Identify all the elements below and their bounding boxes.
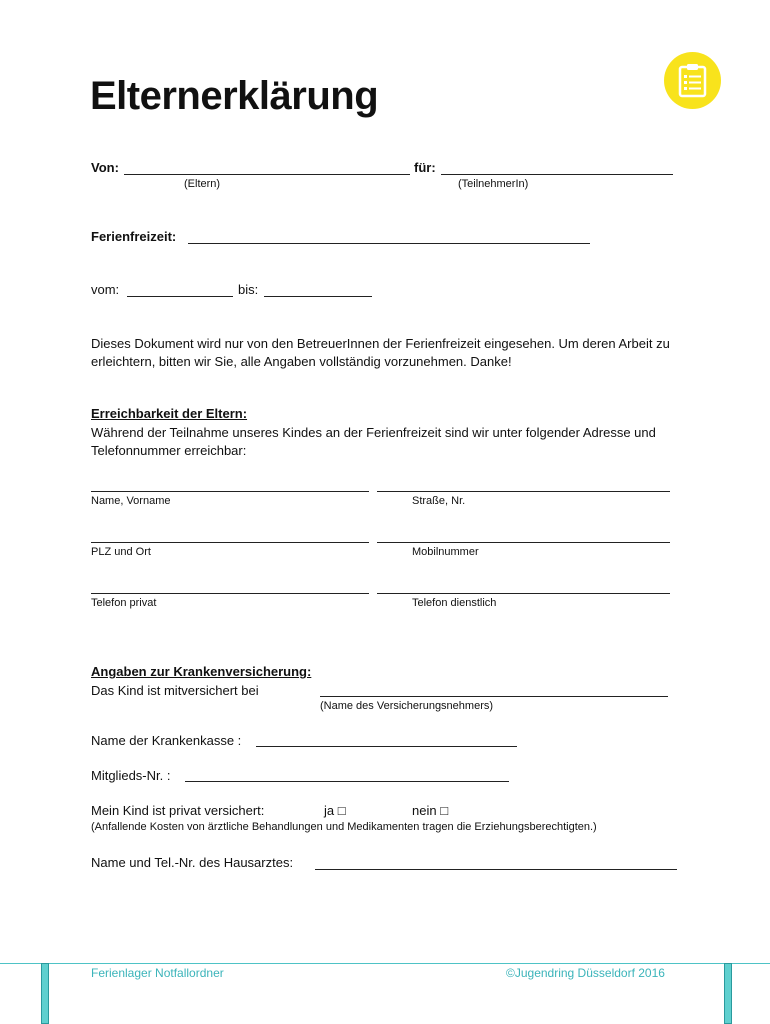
bis-field[interactable] xyxy=(264,296,372,297)
ferienfreizeit-field[interactable] xyxy=(188,243,590,244)
footer-bar-right xyxy=(724,963,732,1024)
krankenkasse-label: Name der Krankenkasse : xyxy=(91,733,242,748)
strasse-caption: Straße, Nr. xyxy=(412,495,466,507)
telefon-privat-field[interactable] xyxy=(91,593,369,594)
privat-note: (Anfallende Kosten von ärztliche Behandlungen und Medikamenten tragen die Erziehungsberechtigten.) xyxy=(91,821,597,833)
erreichbarkeit-text: Während der Teilnahme unseres Kindes an der Ferienfreizeit sind wir unter folgender Adresse und Telefonnummer erreichbar: xyxy=(91,425,656,458)
teilnehmer-caption: (TeilnehmerIn) xyxy=(458,178,529,190)
privat-label: Mein Kind ist privat versichert: xyxy=(91,803,265,818)
mobilnummer-field[interactable] xyxy=(377,542,670,543)
erreichbarkeit-heading: Erreichbarkeit der Eltern: xyxy=(91,406,248,421)
plz-ort-caption: PLZ und Ort xyxy=(91,546,151,558)
telefon-dienstlich-caption: Telefon dienstlich xyxy=(412,597,497,609)
footer-right-text: ©Jugendring Düsseldorf 2016 xyxy=(506,966,665,980)
versicherungsnehmer-caption: (Name des Versicherungsnehmers) xyxy=(320,700,494,712)
mitversichert-field[interactable] xyxy=(320,696,668,697)
footer-left-text: Ferienlager Notfallordner xyxy=(91,966,224,980)
telefon-dienstlich-field[interactable] xyxy=(377,593,670,594)
mobilnummer-caption: Mobilnummer xyxy=(412,546,479,558)
page-title: Elternerklärung xyxy=(90,74,379,118)
von-label: Von: xyxy=(91,160,119,175)
krankenkasse-field[interactable] xyxy=(256,746,517,747)
telefon-privat-caption: Telefon privat xyxy=(91,597,157,609)
footer-bar-left xyxy=(41,963,49,1024)
intro-text: Dieses Dokument wird nur von den BetreuerInnen der Ferienfreizeit eingesehen. Um deren Arbeit zu erleichtern, bitten wir Sie, alle Angaben vollständig vorzunehmen. Danke! xyxy=(91,336,670,369)
mitglieds-field[interactable] xyxy=(185,781,509,782)
ja-checkbox[interactable]: ja □ xyxy=(324,803,346,818)
bis-label: bis: xyxy=(238,282,259,297)
eltern-caption: (Eltern) xyxy=(184,178,221,190)
fuer-field[interactable] xyxy=(441,174,673,175)
von-field[interactable] xyxy=(124,174,410,175)
vom-field[interactable] xyxy=(127,296,233,297)
hausarzt-field[interactable] xyxy=(315,869,677,870)
name-vorname-caption: Name, Vorname xyxy=(91,495,171,507)
clipboard-icon xyxy=(664,52,721,109)
mitglieds-label: Mitglieds-Nr. : xyxy=(91,768,171,783)
ferienfreizeit-label: Ferienfreizeit: xyxy=(91,229,177,244)
vom-label: vom: xyxy=(91,282,120,297)
nein-checkbox[interactable]: nein □ xyxy=(412,803,449,818)
strasse-field[interactable] xyxy=(377,491,670,492)
fuer-label: für: xyxy=(414,160,436,175)
footer-divider xyxy=(0,963,770,964)
name-vorname-field[interactable] xyxy=(91,491,369,492)
plz-ort-field[interactable] xyxy=(91,542,369,543)
hausarzt-label: Name und Tel.-Nr. des Hausarztes: xyxy=(91,855,294,870)
mitversichert-label: Das Kind ist mitversichert bei xyxy=(91,683,259,698)
krankenversicherung-heading: Angaben zur Krankenversicherung: xyxy=(91,664,312,679)
